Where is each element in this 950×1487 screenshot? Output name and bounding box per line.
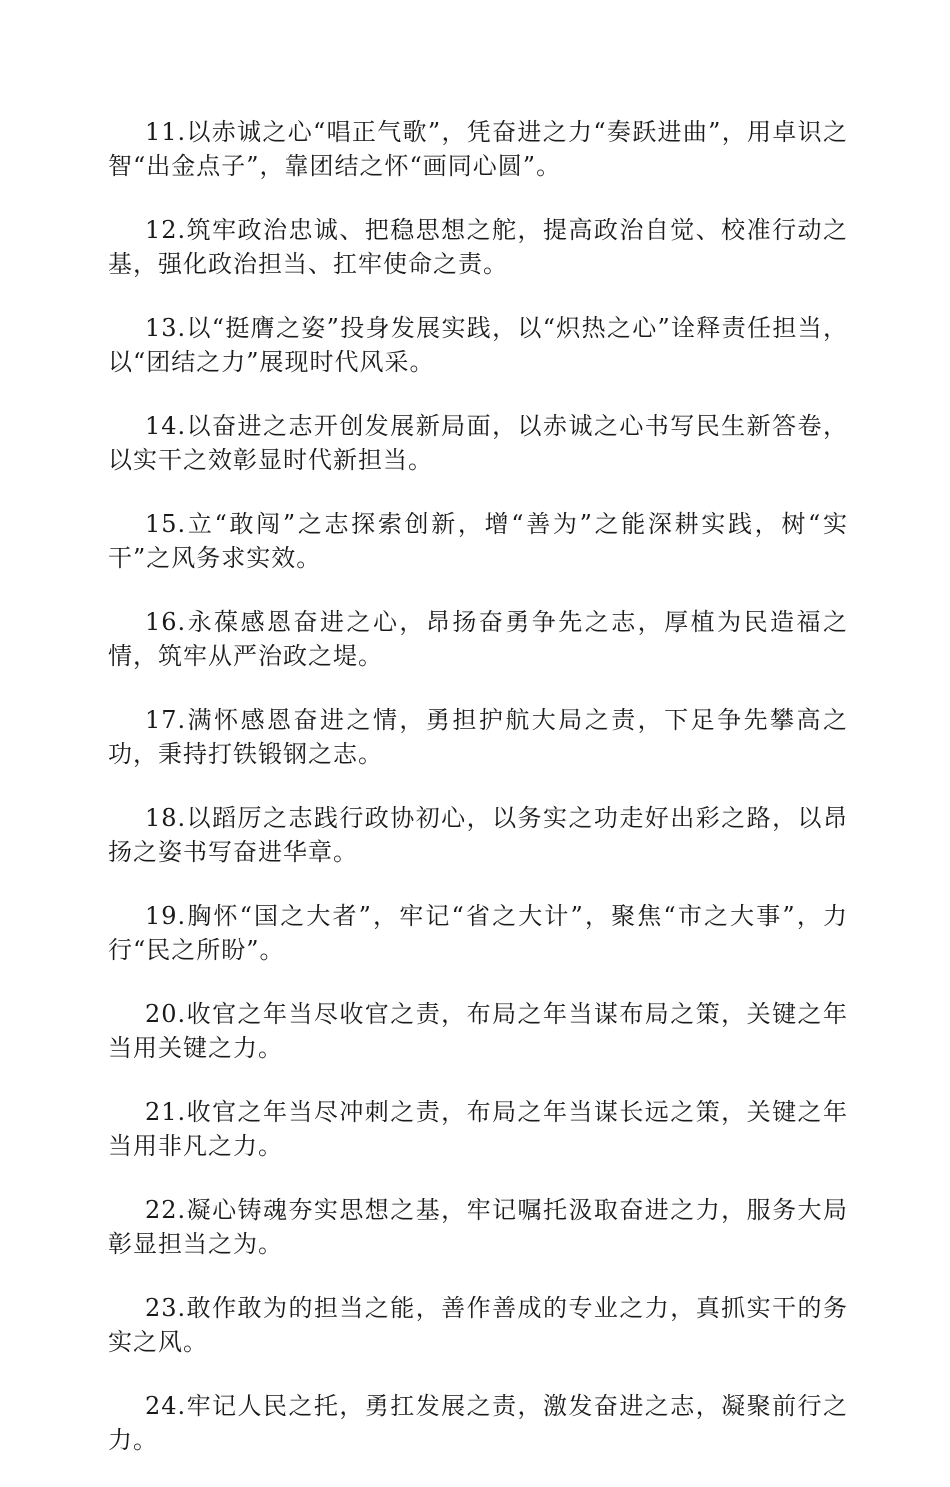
paragraph-12: 12.筑牢政治忠诚、把稳思想之舵，提高政治自觉、校准行动之基，强化政治担当、扛牢使命之责。 — [108, 216, 848, 278]
paragraph-16: 16.永葆感恩奋进之心，昂扬奋勇争先之志，厚植为民造福之情，筑牢从严治政之堤。 — [108, 608, 848, 670]
paragraph-24: 24.牢记人民之托，勇扛发展之责，激发奋进之志，凝聚前行之力。 — [108, 1392, 848, 1454]
document-body — [108, 115, 848, 1487]
paragraph-17: 17.满怀感恩奋进之情，勇担护航大局之责，下足争先攀高之功，秉持打铁锻钢之志。 — [108, 706, 848, 768]
paragraph-19: 19.胸怀“国之大者”，牢记“省之大计”，聚焦“市之大事”，力行“民之所盼”。 — [108, 902, 848, 964]
paragraph-14: 14.以奋进之志开创发展新局面，以赤诚之心书写民生新答卷，以实干之效彰显时代新担当。 — [108, 412, 848, 474]
paragraph-20: 20.收官之年当尽收官之责，布局之年当谋布局之策，关键之年当用关键之力。 — [108, 1000, 848, 1062]
paragraph-11: 11.以赤诚之心“唱正气歌”，凭奋进之力“奏跃进曲”，用卓识之智“出金点子”，靠团结之怀“画同心圆”。 — [108, 118, 848, 180]
paragraph-13: 13.以“挺膺之姿”投身发展实践，以“炽热之心”诠释责任担当，以“团结之力”展现时代风采。 — [108, 314, 848, 376]
paragraph-22: 22.凝心铸魂夯实思想之基，牢记嘱托汲取奋进之力，服务大局彰显担当之为。 — [108, 1196, 848, 1258]
paragraph-18: 18.以蹈厉之志践行政协初心，以务实之功走好出彩之路，以昂扬之姿书写奋进华章。 — [108, 804, 848, 866]
paragraph-15: 15.立“敢闯”之志探索创新，增“善为”之能深耕实践，树“实干”之风务求实效。 — [108, 510, 848, 572]
paragraph-23: 23.敢作敢为的担当之能，善作善成的专业之力，真抓实干的务实之风。 — [108, 1294, 848, 1356]
paragraph-21: 21.收官之年当尽冲刺之责，布局之年当谋长远之策，关键之年当用非凡之力。 — [108, 1098, 848, 1160]
